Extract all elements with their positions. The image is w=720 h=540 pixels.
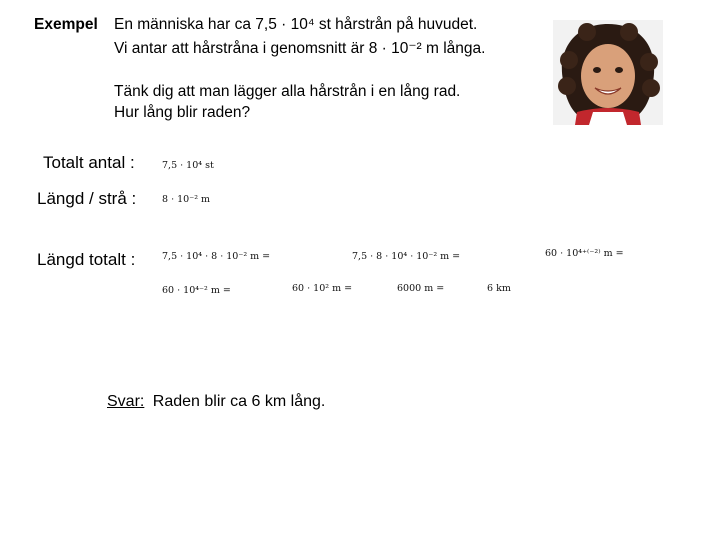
problem-line-1: En människa har ca 7,5 · 10⁴ st hårstrån på huvudet. — [114, 16, 478, 33]
problem-line-4: Hur lång blir raden? — [114, 104, 251, 121]
calc-step-5: 60 · 10² m = — [292, 283, 353, 294]
calc-step-2: 7,5 · 8 · 10⁴ · 10⁻² m = — [352, 251, 461, 262]
problem-line-3: Tänk dig att man lägger alla hårstrån i en lång rad. — [114, 83, 461, 100]
total-length-label: Längd totalt : — [37, 250, 136, 269]
calc-step-7: 6 km — [487, 283, 511, 294]
calc-step-4: 60 · 10⁴⁻² m = — [162, 285, 231, 296]
problem-line-2: Vi antar att hårstråna i genomsnitt är 8 · 10⁻² m långa. — [114, 40, 486, 57]
answer-text: Raden blir ca 6 km lång. — [152, 393, 326, 410]
calc-step-3: 60 · 10⁴⁺⁽⁻²⁾ m = — [545, 248, 624, 259]
total-count-value: 7,5 · 10⁴ st — [162, 160, 214, 171]
calc-step-1: 7,5 · 10⁴ · 8 · 10⁻² m = — [162, 251, 271, 262]
girl-portrait-icon — [553, 20, 663, 125]
total-count-label: Totalt antal : — [43, 153, 135, 172]
calc-step-6: 6000 m = — [397, 283, 445, 294]
length-per-hair-label: Längd / strå : — [37, 189, 137, 208]
example-label: Exempel — [34, 16, 98, 33]
answer-prefix: Svar: — [107, 393, 145, 410]
length-per-hair-value: 8 · 10⁻² m — [162, 194, 211, 205]
answer-line — [107, 393, 325, 411]
